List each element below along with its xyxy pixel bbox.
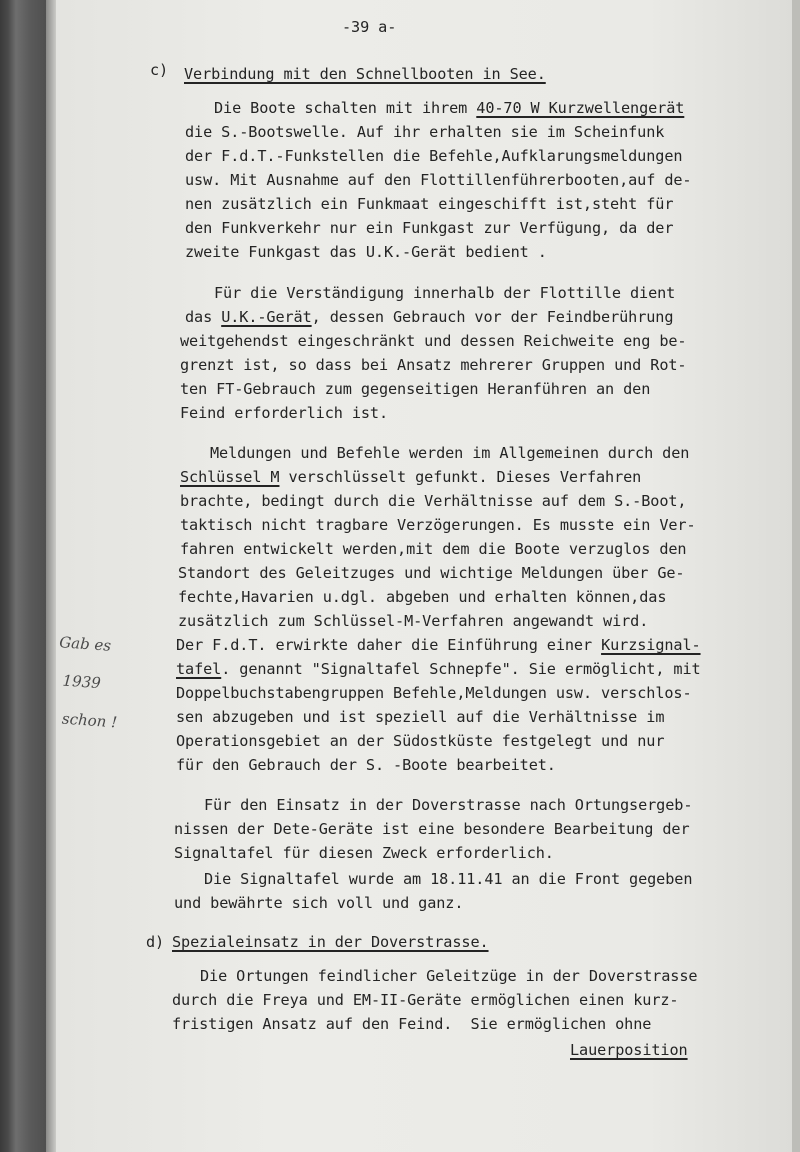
section-d-heading: Spezialeinsatz in der Doverstrasse.	[172, 933, 489, 951]
underlined-run: 40-70 W Kurzwellengerät	[476, 99, 685, 117]
text-run: das	[185, 308, 222, 326]
underlined-run: U.K.-Gerät	[221, 308, 312, 326]
section-c-p2-line1: Für die Verständigung innerhalb der Flottille dient	[214, 284, 676, 302]
section-c-p5-line2: und bewährte sich voll und ganz.	[174, 894, 464, 912]
section-c-p2-line6: Feind erforderlich ist.	[180, 404, 389, 422]
margin-note-line1: Gab es	[58, 633, 112, 655]
section-c-p3-line6: Standort des Geleitzuges und wichtige Meldungen über Ge-	[178, 564, 685, 582]
catchword: Lauerposition	[570, 1041, 688, 1059]
underlined-run: Kurzsignal-	[601, 636, 701, 654]
margin-note-line2: 1939	[62, 671, 102, 693]
section-c-p3-line11: Doppelbuchstabengruppen Befehle,Meldungen usw. verschlos-	[176, 684, 692, 702]
section-c-p4-line1: Für den Einsatz in der Doverstrasse nach Ortungsergeb-	[204, 796, 693, 814]
section-c-p3-line9	[176, 635, 701, 655]
section-c-p2-line2	[185, 307, 673, 327]
underlined-run: Schlüssel M	[180, 468, 280, 486]
section-c-p1-line2: die S.-Bootswelle. Auf ihr erhalten sie im Scheinfunk	[185, 123, 665, 141]
text-run: . genannt "Signaltafel Schnepfe". Sie ermöglicht, mit	[221, 660, 701, 678]
section-c-p5-line1: Die Signaltafel wurde am 18.11.41 an die Front gegeben	[204, 870, 693, 888]
section-d-p1-line3: fristigen Ansatz auf den Feind. Sie ermöglichen ohne	[172, 1015, 652, 1033]
text-run: Die Boote schalten mit ihrem	[214, 99, 477, 117]
section-c-p1-line5: nen zusätzlich ein Funkmaat eingeschifft ist,steht für	[185, 195, 674, 213]
section-c-p1-line7: zweite Funkgast das U.K.-Gerät bedient .	[185, 243, 547, 261]
section-c-p2-line5: ten FT-Gebrauch zum gegenseitigen Heranführen an den	[180, 380, 651, 398]
text-run: verschlüsselt gefunkt. Dieses Verfahren	[279, 468, 642, 486]
section-c-p3-line14: für den Gebrauch der S. -Boote bearbeitet.	[176, 756, 556, 774]
section-c-p1-line4: usw. Mit Ausnahme auf den Flottillenführerbooten,auf de-	[185, 171, 692, 189]
text-run: Der F.d.T. erwirkte daher die Einführung einer	[176, 636, 602, 654]
section-c-p2-line3: weitgehendst eingeschränkt und dessen Reichweite eng be-	[180, 332, 687, 350]
section-d-marker: d)	[146, 933, 165, 951]
section-c-p3-line3: brachte, bedingt durch die Verhältnisse auf dem S.-Boot,	[180, 492, 687, 510]
section-c-p3-line7: fechte,Havarien u.dgl. abgeben und erhalten können,das	[178, 588, 667, 606]
section-c-marker: c)	[150, 61, 169, 79]
section-c-p1-line1	[214, 98, 684, 118]
underlined-run: tafel	[176, 660, 222, 678]
section-c-p3-line10	[176, 659, 701, 679]
section-c-p3-line8: zusätzlich zum Schlüssel-M-Verfahren angewandt wird.	[178, 612, 649, 630]
section-c-p3-line1: Meldungen und Befehle werden im Allgemeinen durch den	[210, 444, 690, 462]
section-c-p3-line12: sen abzugeben und ist speziell auf die Verhältnisse im	[176, 708, 665, 726]
section-c-p3-line5: fahren entwickelt werden,mit dem die Boote verzuglos den	[180, 540, 687, 558]
handwritten-margin-note	[50, 633, 145, 749]
section-c-p1-line3: der F.d.T.-Funkstellen die Befehle,Aufklarungsmeldungen	[185, 147, 683, 165]
text-run: , dessen Gebrauch vor der Feindberührung	[311, 308, 674, 326]
section-c-p3-line13: Operationsgebiet an der Südostküste festgelegt und nur	[176, 732, 665, 750]
section-c-heading: Verbindung mit den Schnellbooten in See.	[184, 65, 546, 83]
section-c-p4-line3: Signaltafel für diesen Zweck erforderlich.	[174, 844, 554, 862]
section-c-p2-line4: grenzt ist, so dass bei Ansatz mehrerer Gruppen und Rot-	[180, 356, 687, 374]
section-c-p1-line6: den Funkverkehr nur ein Funkgast zur Verfügung, da der	[185, 219, 674, 237]
section-d-p1-line1: Die Ortungen feindlicher Geleitzüge in der Doverstrasse	[200, 967, 698, 985]
section-d-p1-line2: durch die Freya und EM-II-Geräte ermöglichen einen kurz-	[172, 991, 679, 1009]
section-c-p3-line2	[180, 467, 641, 487]
margin-note-line3: schon !	[61, 709, 118, 732]
section-c-p4-line2: nissen der Dete-Geräte ist eine besondere Bearbeitung der	[174, 820, 690, 838]
section-c-p3-line4: taktisch nicht tragbare Verzögerungen. Es musste ein Ver-	[180, 516, 696, 534]
page-number: -39 a-	[342, 18, 397, 36]
